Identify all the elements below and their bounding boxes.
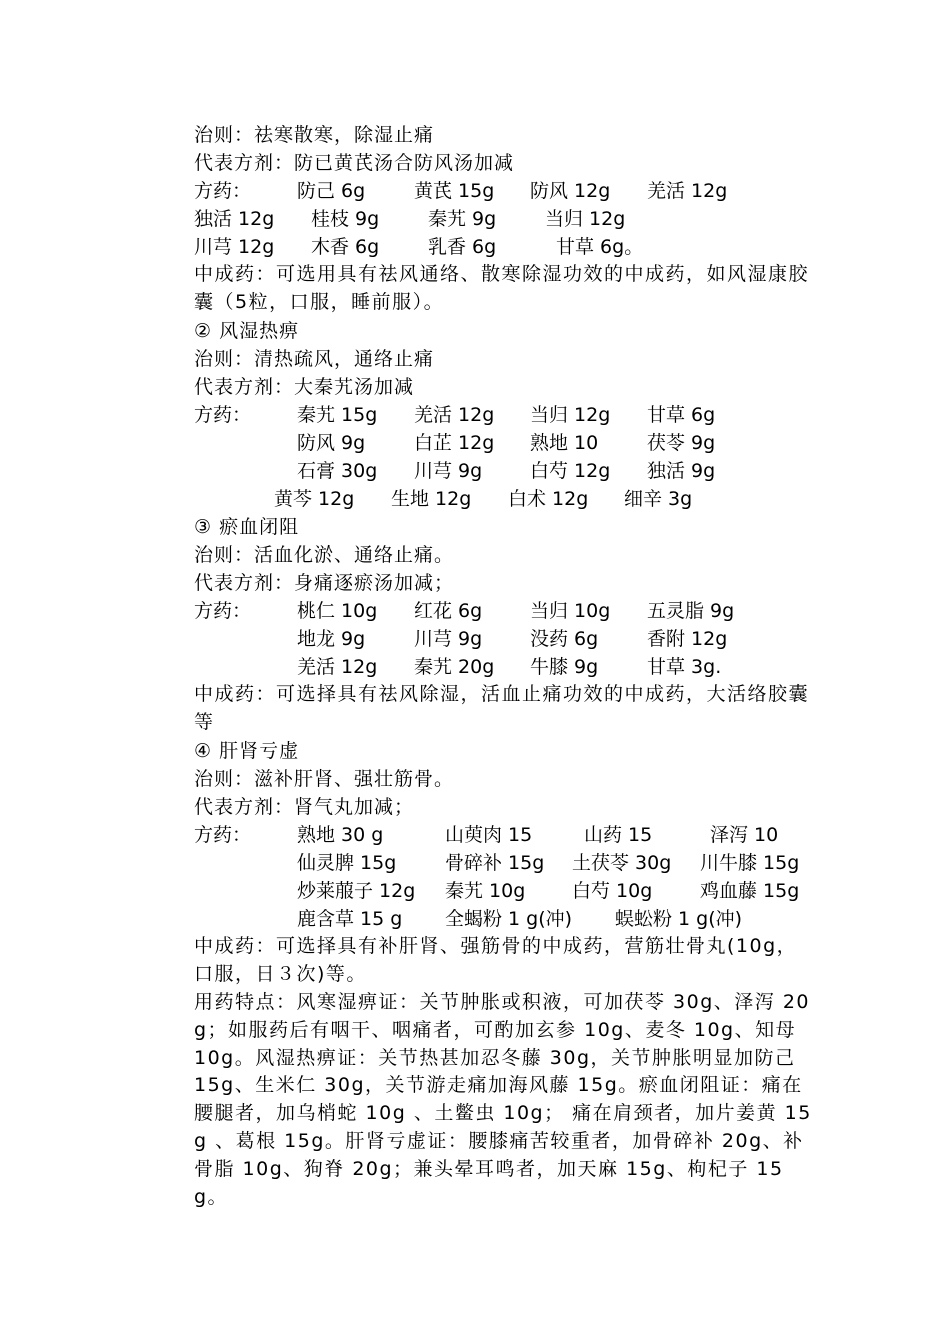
s3-herb: 香附 12g [647,628,728,650]
s2-herb: 秦艽 15g [297,404,378,426]
s4-label: 方药： [194,824,252,846]
s3-herb: 红花 6g [414,600,483,622]
s4-herb: 蜈蚣粉 1 g(冲) [615,908,743,930]
s1-herb: 羌活 12g [647,180,728,202]
s4-zhongchengyao: 中成药：可选择具有补肝肾、强筋骨的中成药，营筋壮骨丸(10g，口服，日３次)等。 [194,935,798,985]
s4-herb: 炒莱菔子 12g [297,880,416,902]
s3-herb: 桃仁 10g [297,600,378,622]
s2-herb: 川芎 9g [414,460,483,482]
s2-herb: 甘草 6g [647,404,716,426]
s4-herb: 熟地 30 g [297,824,384,846]
s1-zhize: 治则：祛寒散寒，除湿止痛 [194,124,435,146]
s2-herb: 白芷 12g [414,432,495,454]
s3-herb: 秦艽 20g [414,656,495,678]
s2-fangji: 代表方剂：大秦艽汤加减 [194,376,415,398]
s3-fangji: 代表方剂：身痛逐瘀汤加减； [194,572,455,594]
s2-title: ② 风湿热痹 [194,320,300,342]
s3-herb: 甘草 3g. [647,656,722,678]
s3-herb: 当归 10g [530,600,611,622]
s4-herb: 山萸肉 15 [445,824,533,846]
s2-zhize: 治则：清热疏风，通络止痛 [194,348,435,370]
s4-zhize: 治则：滋补肝肾、强壮筋骨。 [194,768,455,790]
s2-herb: 白术 12g [508,488,589,510]
s1-herb: 木香 6g [311,236,380,258]
s4-herb: 鸡血藤 15g [700,880,800,902]
s2-herb: 熟地 10 [530,432,599,454]
s1-herb: 桂枝 9g [311,208,380,230]
s3-herb: 地龙 9g [297,628,366,650]
s3-herb: 川芎 9g [414,628,483,650]
s1-herb: 乳香 6g [428,236,497,258]
s1-herb: 防己 6g [297,180,366,202]
s2-herb: 茯苓 9g [647,432,716,454]
s2-herb: 羌活 12g [414,404,495,426]
s2-herb: 独活 9g [647,460,716,482]
s2-herb: 细辛 3g [624,488,693,510]
s4-herb: 土茯苓 30g [572,852,672,874]
s4-herb: 山药 15 [584,824,653,846]
s1-herb: 甘草 6g。 [556,236,644,258]
s4-herb: 泽泻 10 [710,824,779,846]
s2-herb: 当归 12g [530,404,611,426]
s4-herb: 秦艽 10g [445,880,526,902]
s2-herb: 防风 9g [297,432,366,454]
s2-herb: 生地 12g [391,488,472,510]
s2-herb: 黄芩 12g [274,488,355,510]
s4-herb: 白芍 10g [572,880,653,902]
s4-herb: 骨碎补 15g [445,852,545,874]
s1-herb: 防风 12g [530,180,611,202]
s4-herb: 仙灵脾 15g [297,852,397,874]
s3-title: ③ 瘀血闭阻 [194,516,300,538]
s1-herb: 秦艽 9g [428,208,497,230]
s4-herb: 全蝎粉 1 g(冲) [445,908,573,930]
s1-herb: 当归 12g [545,208,626,230]
s3-herb: 五灵脂 9g [647,600,735,622]
s4-fangji: 代表方剂：肾气丸加减； [194,796,415,818]
s2-label: 方药： [194,404,252,426]
s4-herb: 川牛膝 15g [700,852,800,874]
s1-herb: 川芎 12g [194,236,275,258]
s2-herb: 石膏 30g [297,460,378,482]
s4-herb: 鹿含草 15 g [297,908,403,930]
usage-characteristics: 用药特点：风寒湿痹证：关节肿胀或积液，可加茯苓 30g、泽泻 20g；如服药后有咽干、咽痛者，可酌加玄参 10g、麦冬 10g、知母 10g。风湿热痹证：关节热甚加忍冬藤 30g，关节肿胀明显加防己 15g、生米仁 30g，关节游走痛加海风藤 15g。瘀血闭阻证：痛在腰腿者，加乌梢蛇 10g 、土鳖虫 10g； 痛在肩颈者，加片姜黄 15g 、葛根 15g。肝肾亏虚证：腰膝痛苦较重者，加骨碎补 20g、补骨脂 10g、狗脊 20g；兼头晕耳鸣者，加天麻 15g、枸杞子 15g。 [194,991,812,1208]
s3-zhize: 治则：活血化淤、通络止痛。 [194,544,455,566]
s3-herb: 牛膝 9g [530,656,599,678]
s3-label: 方药： [194,600,252,622]
s2-herb: 白芍 12g [530,460,611,482]
s1-herb: 黄芪 15g [414,180,495,202]
s3-zhongchengyao: 中成药：可选择具有祛风除湿，活血止痛功效的中成药，大活络胶囊等 [194,683,810,733]
s3-herb: 羌活 12g [297,656,378,678]
s1-zhongchengyao: 中成药：可选用具有祛风通络、散寒除湿功效的中成药，如风湿康胶囊（5粒，口服，睡前服）。 [194,263,810,313]
s1-herb: 独活 12g [194,208,275,230]
s3-herb: 没药 6g [530,628,599,650]
s1-fangji: 代表方剂：防已黄芪汤合防风汤加减 [194,152,515,174]
s1-label: 方药： [194,180,252,202]
s4-title: ④ 肝肾亏虚 [194,740,300,762]
